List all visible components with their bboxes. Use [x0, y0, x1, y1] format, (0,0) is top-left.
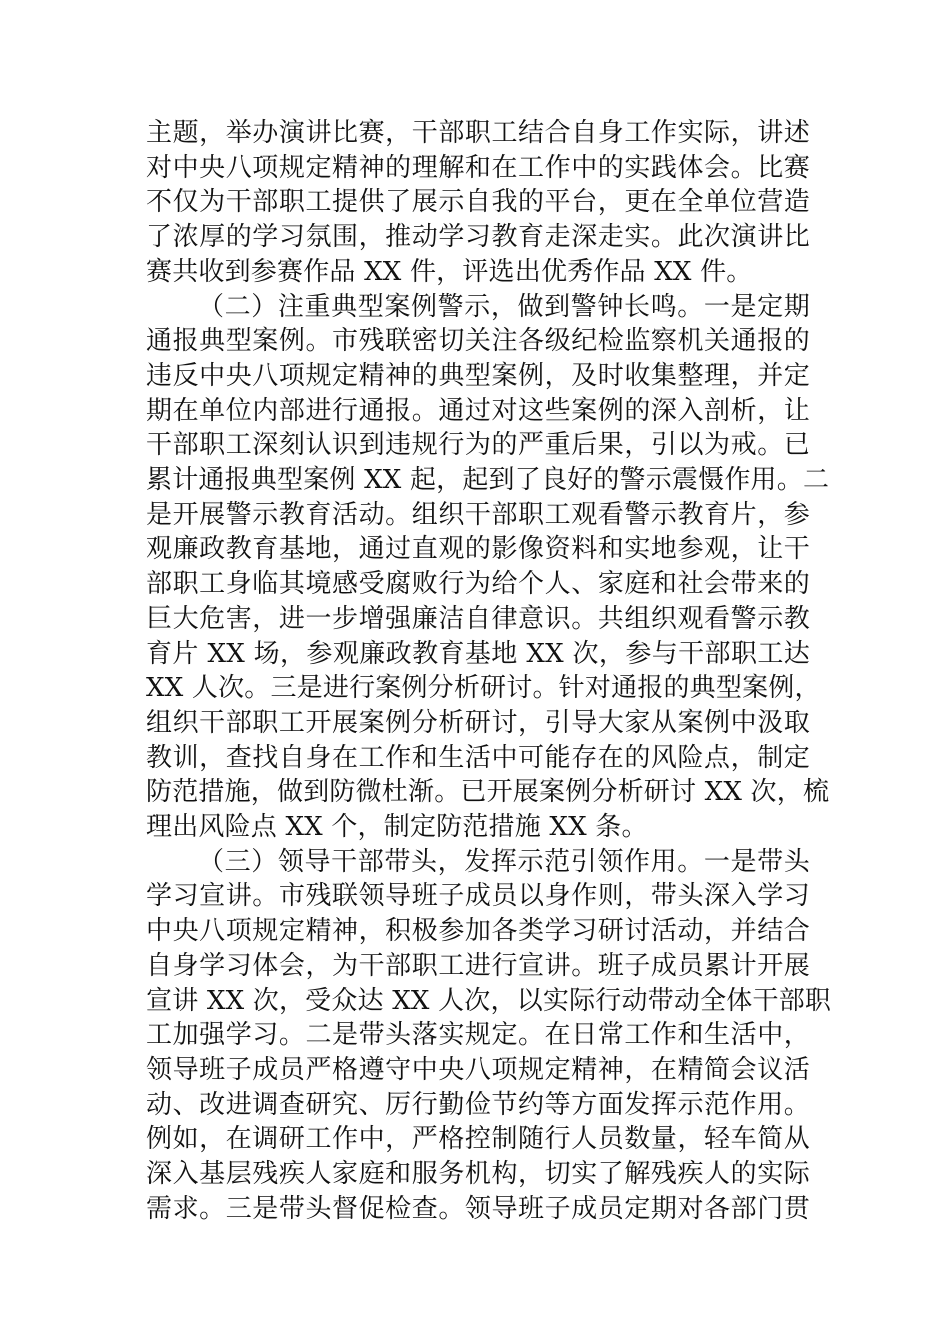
text-line: 领导班子成员严格遵守中央八项规定精神，在精简会议活 [146, 1054, 810, 1085]
text-line: 组织干部职工开展案例分析研讨，引导大家从案例中汲取 [146, 707, 810, 738]
text-line: 理出风险点 XX 个，制定防范措施 XX 条。 [146, 812, 648, 843]
text-line: 不仅为干部职工提供了展示自我的平台，更在全单位营造 [146, 187, 810, 218]
text-line: XX 人次。三是进行案例分析研讨。针对通报的典型案例， [146, 673, 821, 704]
section-heading-line: （三）领导干部带头，发挥示范引领作用。一是带头 [198, 846, 810, 877]
text-line: 巨大危害，进一步增强廉洁自律意识。共组织观看警示教 [146, 603, 810, 634]
text-line: 违反中央八项规定精神的典型案例，及时收集整理，并定 [146, 360, 810, 391]
text-line: 需求。三是带头督促检查。领导班子成员定期对各部门贯 [146, 1193, 810, 1224]
text-line: 学习宣讲。市残联领导班子成员以身作则，带头深入学习 [146, 881, 810, 912]
text-line: 深入基层残疾人家庭和服务机构，切实了解残疾人的实际 [146, 1159, 810, 1190]
text-line: 期在单位内部进行通报。通过对这些案例的深入剖析，让 [146, 395, 810, 426]
text-line: 赛共收到参赛作品 XX 件，评选出优秀作品 XX 件。 [146, 256, 753, 287]
text-line: 部职工身临其境感受腐败行为给个人、家庭和社会带来的 [146, 569, 810, 600]
text-line: 动、改进调查研究、厉行勤俭节约等方面发挥示范作用。 [146, 1089, 810, 1120]
text-line: 中央八项规定精神，积极参加各类学习研讨活动，并结合 [146, 916, 810, 947]
text-line: 自身学习体会，为干部职工进行宣讲。班子成员累计开展 [146, 950, 810, 981]
text-line: 宣讲 XX 次，受众达 XX 人次，以实际行动带动全体干部职 [146, 985, 832, 1016]
text-line: 观廉政教育基地，通过直观的影像资料和实地参观，让干 [146, 534, 810, 565]
text-line: 工加强学习。二是带头落实规定。在日常工作和生活中， [146, 1020, 810, 1051]
section-heading-line: （二）注重典型案例警示，做到警钟长鸣。一是定期 [198, 291, 810, 322]
text-line: 干部职工深刻认识到违规行为的严重后果，引以为戒。已 [146, 430, 810, 461]
text-line: 对中央八项规定精神的理解和在工作中的实践体会。比赛 [146, 152, 810, 183]
text-line: 累计通报典型案例 XX 起，起到了良好的警示震慑作用。二 [146, 465, 830, 496]
text-line: 通报典型案例。市残联密切关注各级纪检监察机关通报的 [146, 326, 810, 357]
text-line: 育片 XX 场，参观廉政教育基地 XX 次，参与干部职工达 [146, 638, 810, 669]
body-text [146, 116, 832, 1227]
text-line: 教训，查找自身在工作和生活中可能存在的风险点，制定 [146, 742, 810, 773]
text-line: 了浓厚的学习氛围，推动学习教育走深走实。此次演讲比 [146, 222, 810, 253]
text-line: 是开展警示教育活动。组织干部职工观看警示教育片，参 [146, 499, 810, 530]
text-line: 防范措施，做到防微杜渐。已开展案例分析研讨 XX 次，梳 [146, 777, 830, 808]
text-line: 例如，在调研工作中，严格控制随行人员数量，轻车简从 [146, 1124, 810, 1155]
text-line: 主题，举办演讲比赛，干部职工结合自身工作实际，讲述 [146, 118, 810, 148]
